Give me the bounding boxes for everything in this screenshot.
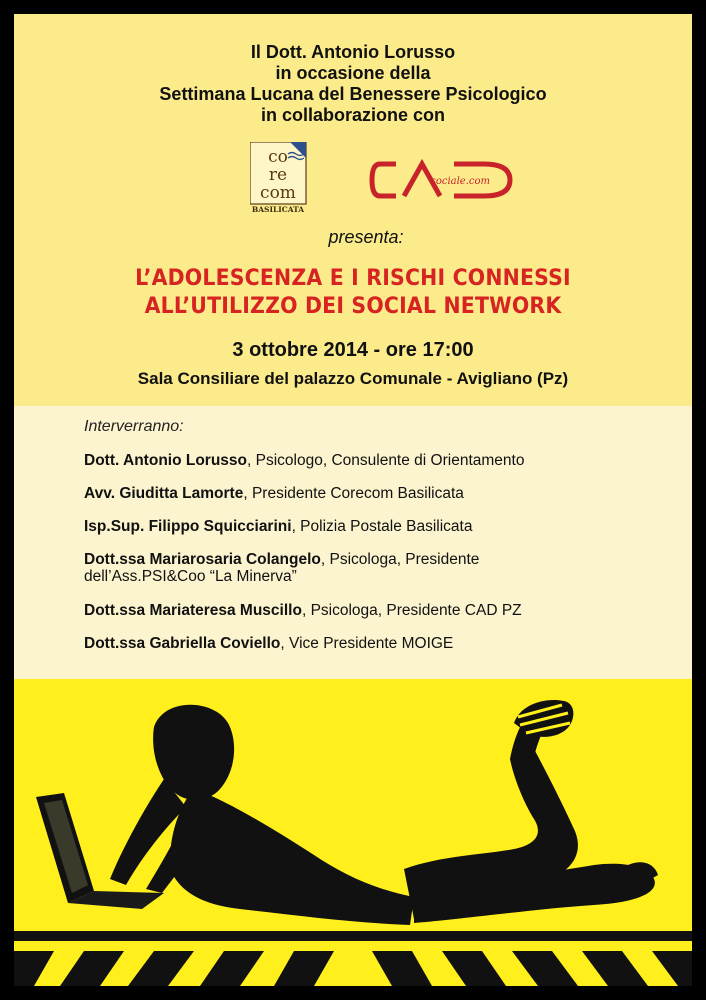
event-venue: Sala Consiliare del palazzo Comunale - Avigliano (Pz) xyxy=(137,369,569,388)
speaker-name: Dott.ssa Mariarosaria Colangelo xyxy=(84,551,321,568)
poster xyxy=(14,14,692,986)
intro-line-2: in occasione della xyxy=(275,63,431,83)
speaker-name: Dott.ssa Gabriella Coviello xyxy=(84,635,281,652)
speaker-role: , Vice Presidente MOIGE xyxy=(280,635,454,652)
intro-line-1: Il Dott. Antonio Lorusso xyxy=(250,42,456,62)
corecom-text-re: re xyxy=(268,165,288,185)
speaker-item xyxy=(84,485,674,502)
header-section xyxy=(14,14,692,406)
event-datetime: 3 ottobre 2014 - ore 17:00 xyxy=(232,339,474,361)
event-title-line-1: L’ADOLESCENZA E I RISCHI CONNESSI xyxy=(135,266,571,291)
speaker-name: Isp.Sup. Filippo Squicciarini xyxy=(84,518,292,535)
speaker-name: Dott.ssa Mariateresa Muscillo xyxy=(84,602,302,619)
speaker-name: Avv. Giuditta Lamorte xyxy=(84,485,244,502)
speaker-role: , Presidente Corecom Basilicata xyxy=(243,485,464,502)
girl-silhouette xyxy=(110,705,655,925)
corecom-logo xyxy=(250,142,314,214)
intro-text xyxy=(14,42,692,126)
speaker-role: , Psicologa, Presidente CAD PZ xyxy=(301,602,522,619)
event-title-line-2: ALL’UTILIZZO DEI SOCIAL NETWORK xyxy=(144,294,562,319)
cad-subtext: sociale.com xyxy=(430,176,490,187)
event-title xyxy=(38,265,669,321)
speaker-role: , Psicologo, Consulente di Orientamento xyxy=(247,452,525,469)
floor-stripes xyxy=(14,931,692,986)
corecom-text-com: com xyxy=(260,183,296,203)
speakers-section xyxy=(14,406,692,679)
speaker-item xyxy=(84,518,674,535)
intro-line-4: in collaborazione con xyxy=(260,105,446,125)
teen-laptop-illustration xyxy=(14,679,692,986)
cad-logo xyxy=(366,154,516,206)
presenta-label: presenta: xyxy=(328,227,404,247)
speaker-role: , Psicologa, Presidente dell’Ass.PSI&Coo “La Minerva” xyxy=(84,551,480,585)
intro-line-3: Settimana Lucana del Benessere Psicologico xyxy=(159,84,547,104)
speaker-item xyxy=(84,635,674,652)
corecom-caption: BASILICATA xyxy=(251,205,305,214)
speakers-heading: Interverranno: xyxy=(84,418,184,435)
corecom-text-co: co xyxy=(268,147,288,167)
speaker-item xyxy=(84,452,674,469)
illustration-section xyxy=(14,679,692,986)
speaker-item xyxy=(84,602,674,619)
speaker-name: Dott. Antonio Lorusso xyxy=(84,452,248,469)
speaker-role: , Polizia Postale Basilicata xyxy=(291,518,473,535)
speaker-item xyxy=(84,551,604,585)
